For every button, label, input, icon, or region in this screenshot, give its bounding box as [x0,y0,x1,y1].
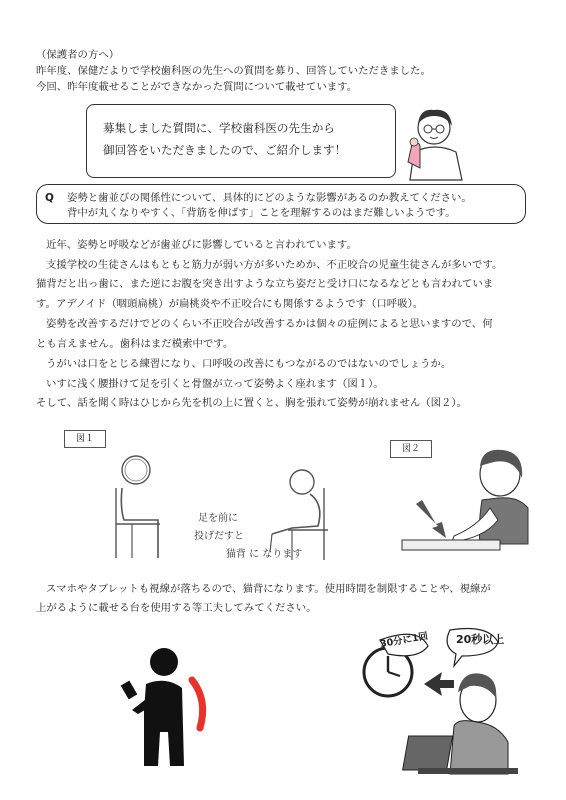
figure-1-note-2: 投げだすと [194,531,244,542]
answer-line: 猫背だと出っ歯に、また逆にお腹を突き出すような立ち姿だと受け口になるなどとも言われていま [36,278,494,290]
timer-bubble-2: 20秒以上 [456,633,505,646]
smartphone-line-1: スマホやタブレットも視線が落ちるので、猫背になります。使用時間を制限することや、視線が [46,583,491,595]
answer-line: 近年、姿勢と呼吸などが歯並びに影響していると言われています。 [46,239,357,251]
answer-line: そして、話を聞く時はひじから先を机の上に置くと、胸を張れて姿勢が崩れません（図２）。 [36,397,467,409]
announcement-line-2: 御回答をいただきましたので、ご紹介します！ [103,143,347,157]
figure-1-label: 図１ [64,430,106,448]
intro-line-2: 今回、昨年度載せることができなかった質問について載せています。 [36,81,358,93]
question-marker: Q [45,192,54,204]
question-line-1: 姿勢と歯並びの関係性について、具体的にどのような影響があるのか教えてください。 [67,192,472,204]
timer-bubble-1: 30分に1回 [379,630,429,651]
answer-line: 姿勢を改善するだけでどのくらい不正咬合が改善するかは個々の症例によると思いますので、何 [46,318,493,330]
answer-line: す。アデノイド（咽頭扁桃）が扁桃炎や不正咬合にも関係するようです（口呼吸）。 [36,298,424,310]
question-box [36,184,526,224]
figure-1-note-1: 足を前に [198,513,238,524]
figure-1-sketch [96,448,346,574]
answer-line: とも言えません。歯科はまだ模索中です。 [36,338,234,350]
announcement-line-1: 募集しました質問に、学校歯科医の先生から [103,121,335,135]
smartphone-silhouette [110,640,220,768]
answer-line: いすに浅く腰掛けて足を引くと骨盤が立って姿勢よく座れます（図１）。 [46,378,384,390]
figure-2-label: 図２ [390,440,432,458]
figure-1-note-3: 猫背 に なります [226,549,303,560]
answer-line: 支援学校の生徒さんはもともと筋力が弱い方が多いためか、不正咬合の児童生徒さんが多いです。 [46,259,503,271]
figure-2-illustration [398,448,534,560]
question-line-2: 背中が丸くなりやすく、「背筋を伸ばす」ことを理解するのはまだ難しいようです。 [67,207,456,219]
audience-label: （保護者の方へ） [36,49,120,61]
doctor-illustration [400,102,470,182]
answer-line: うがいは口をとじる練習になり、口呼吸の改善にもつながるのではないのでしょうか。 [46,358,452,370]
announcement-box [86,104,396,178]
intro-line-1: 昨年度、保健だよりで学校歯科医の先生への質問を募り、回答していただきました。 [36,65,431,77]
smartphone-line-2: 上がるように載せる台を使用する等工夫してみてください。 [36,602,317,614]
